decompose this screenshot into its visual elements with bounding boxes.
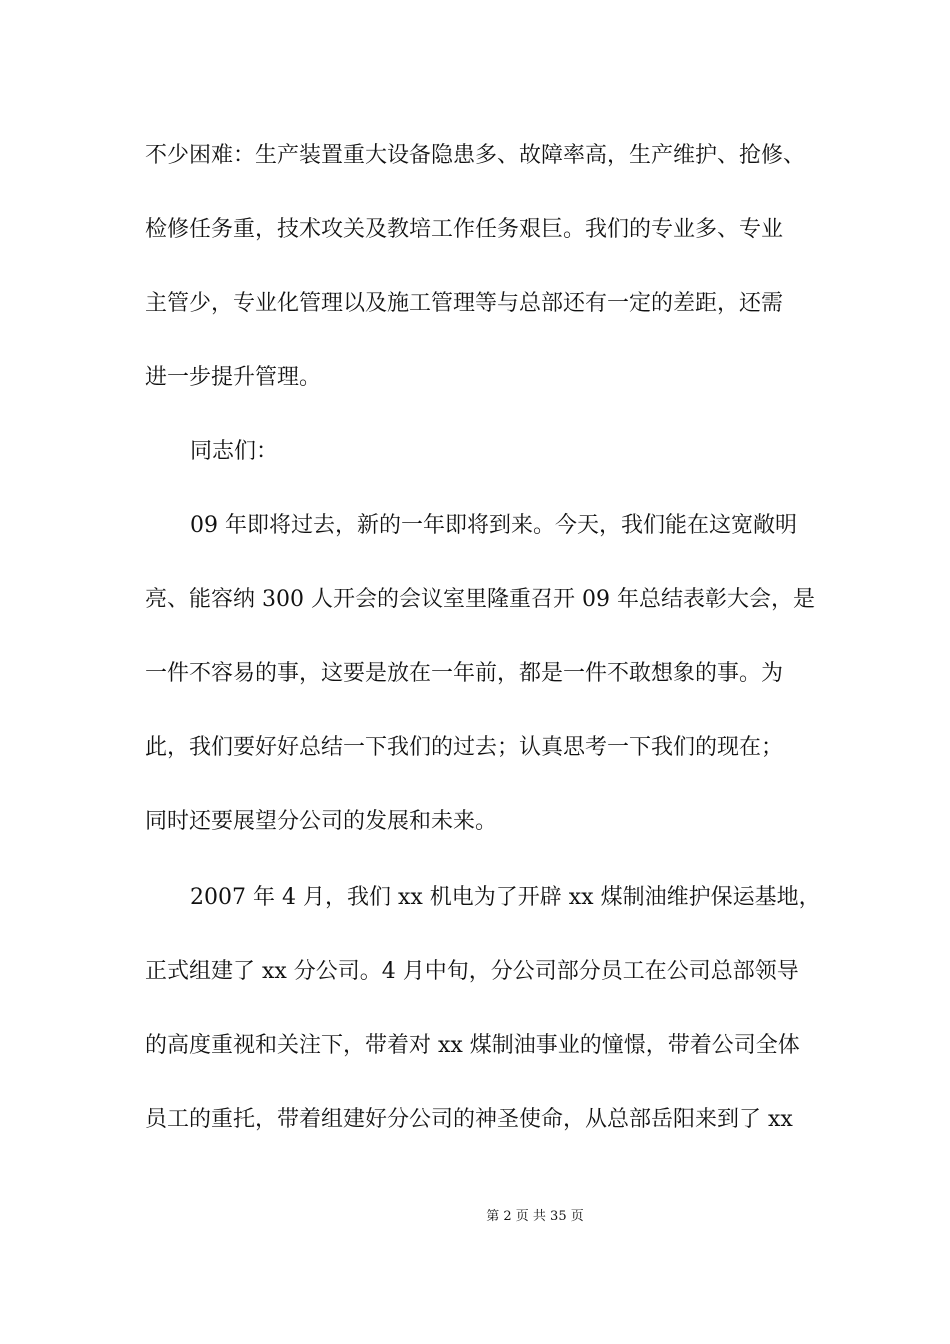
- text-line-7: 亮、能容纳 300 人开会的会议室里隆重召开 09 年总结表彰大会，是: [145, 587, 815, 612]
- text-line-3: 主管少，专业化管理以及施工管理等与总部还有一定的差距，还需: [145, 291, 784, 316]
- text-line-1: 不少困难：生产装置重大设备隐患多、故障率高，生产维护、抢修、: [145, 143, 806, 168]
- text-line-9: 此，我们要好好总结一下我们的过去；认真思考一下我们的现在；: [145, 735, 784, 760]
- text-line-8: 一件不容易的事，这要是放在一年前，都是一件不敢想象的事。为: [145, 661, 784, 686]
- text-line-12: 正式组建了 xx 分公司。4 月中旬，分公司部分员工在公司总部领导: [145, 959, 799, 984]
- salutation: 同志们：: [190, 439, 279, 464]
- text-line-4: 进一步提升管理。: [145, 365, 322, 390]
- text-line-11: 2007 年 4 月，我们 xx 机电为了开辟 xx 煤制油维护保运基地，: [190, 885, 821, 910]
- text-line-10: 同时还要展望分公司的发展和未来。: [145, 809, 498, 834]
- text-line-13: 的高度重视和关注下，带着对 xx 煤制油事业的憧憬，带着公司全体: [145, 1033, 800, 1058]
- text-line-14: 员工的重托，带着组建好分公司的神圣使命，从总部岳阳来到了 xx: [145, 1107, 793, 1132]
- text-line-2: 检修任务重，技术攻关及教培工作任务艰巨。我们的专业多、专业: [145, 217, 784, 242]
- page-number-footer: 第 2 页 共 35 页: [486, 1209, 584, 1224]
- text-line-6: 09 年即将过去，新的一年即将到来。今天，我们能在这宽敞明: [190, 513, 797, 538]
